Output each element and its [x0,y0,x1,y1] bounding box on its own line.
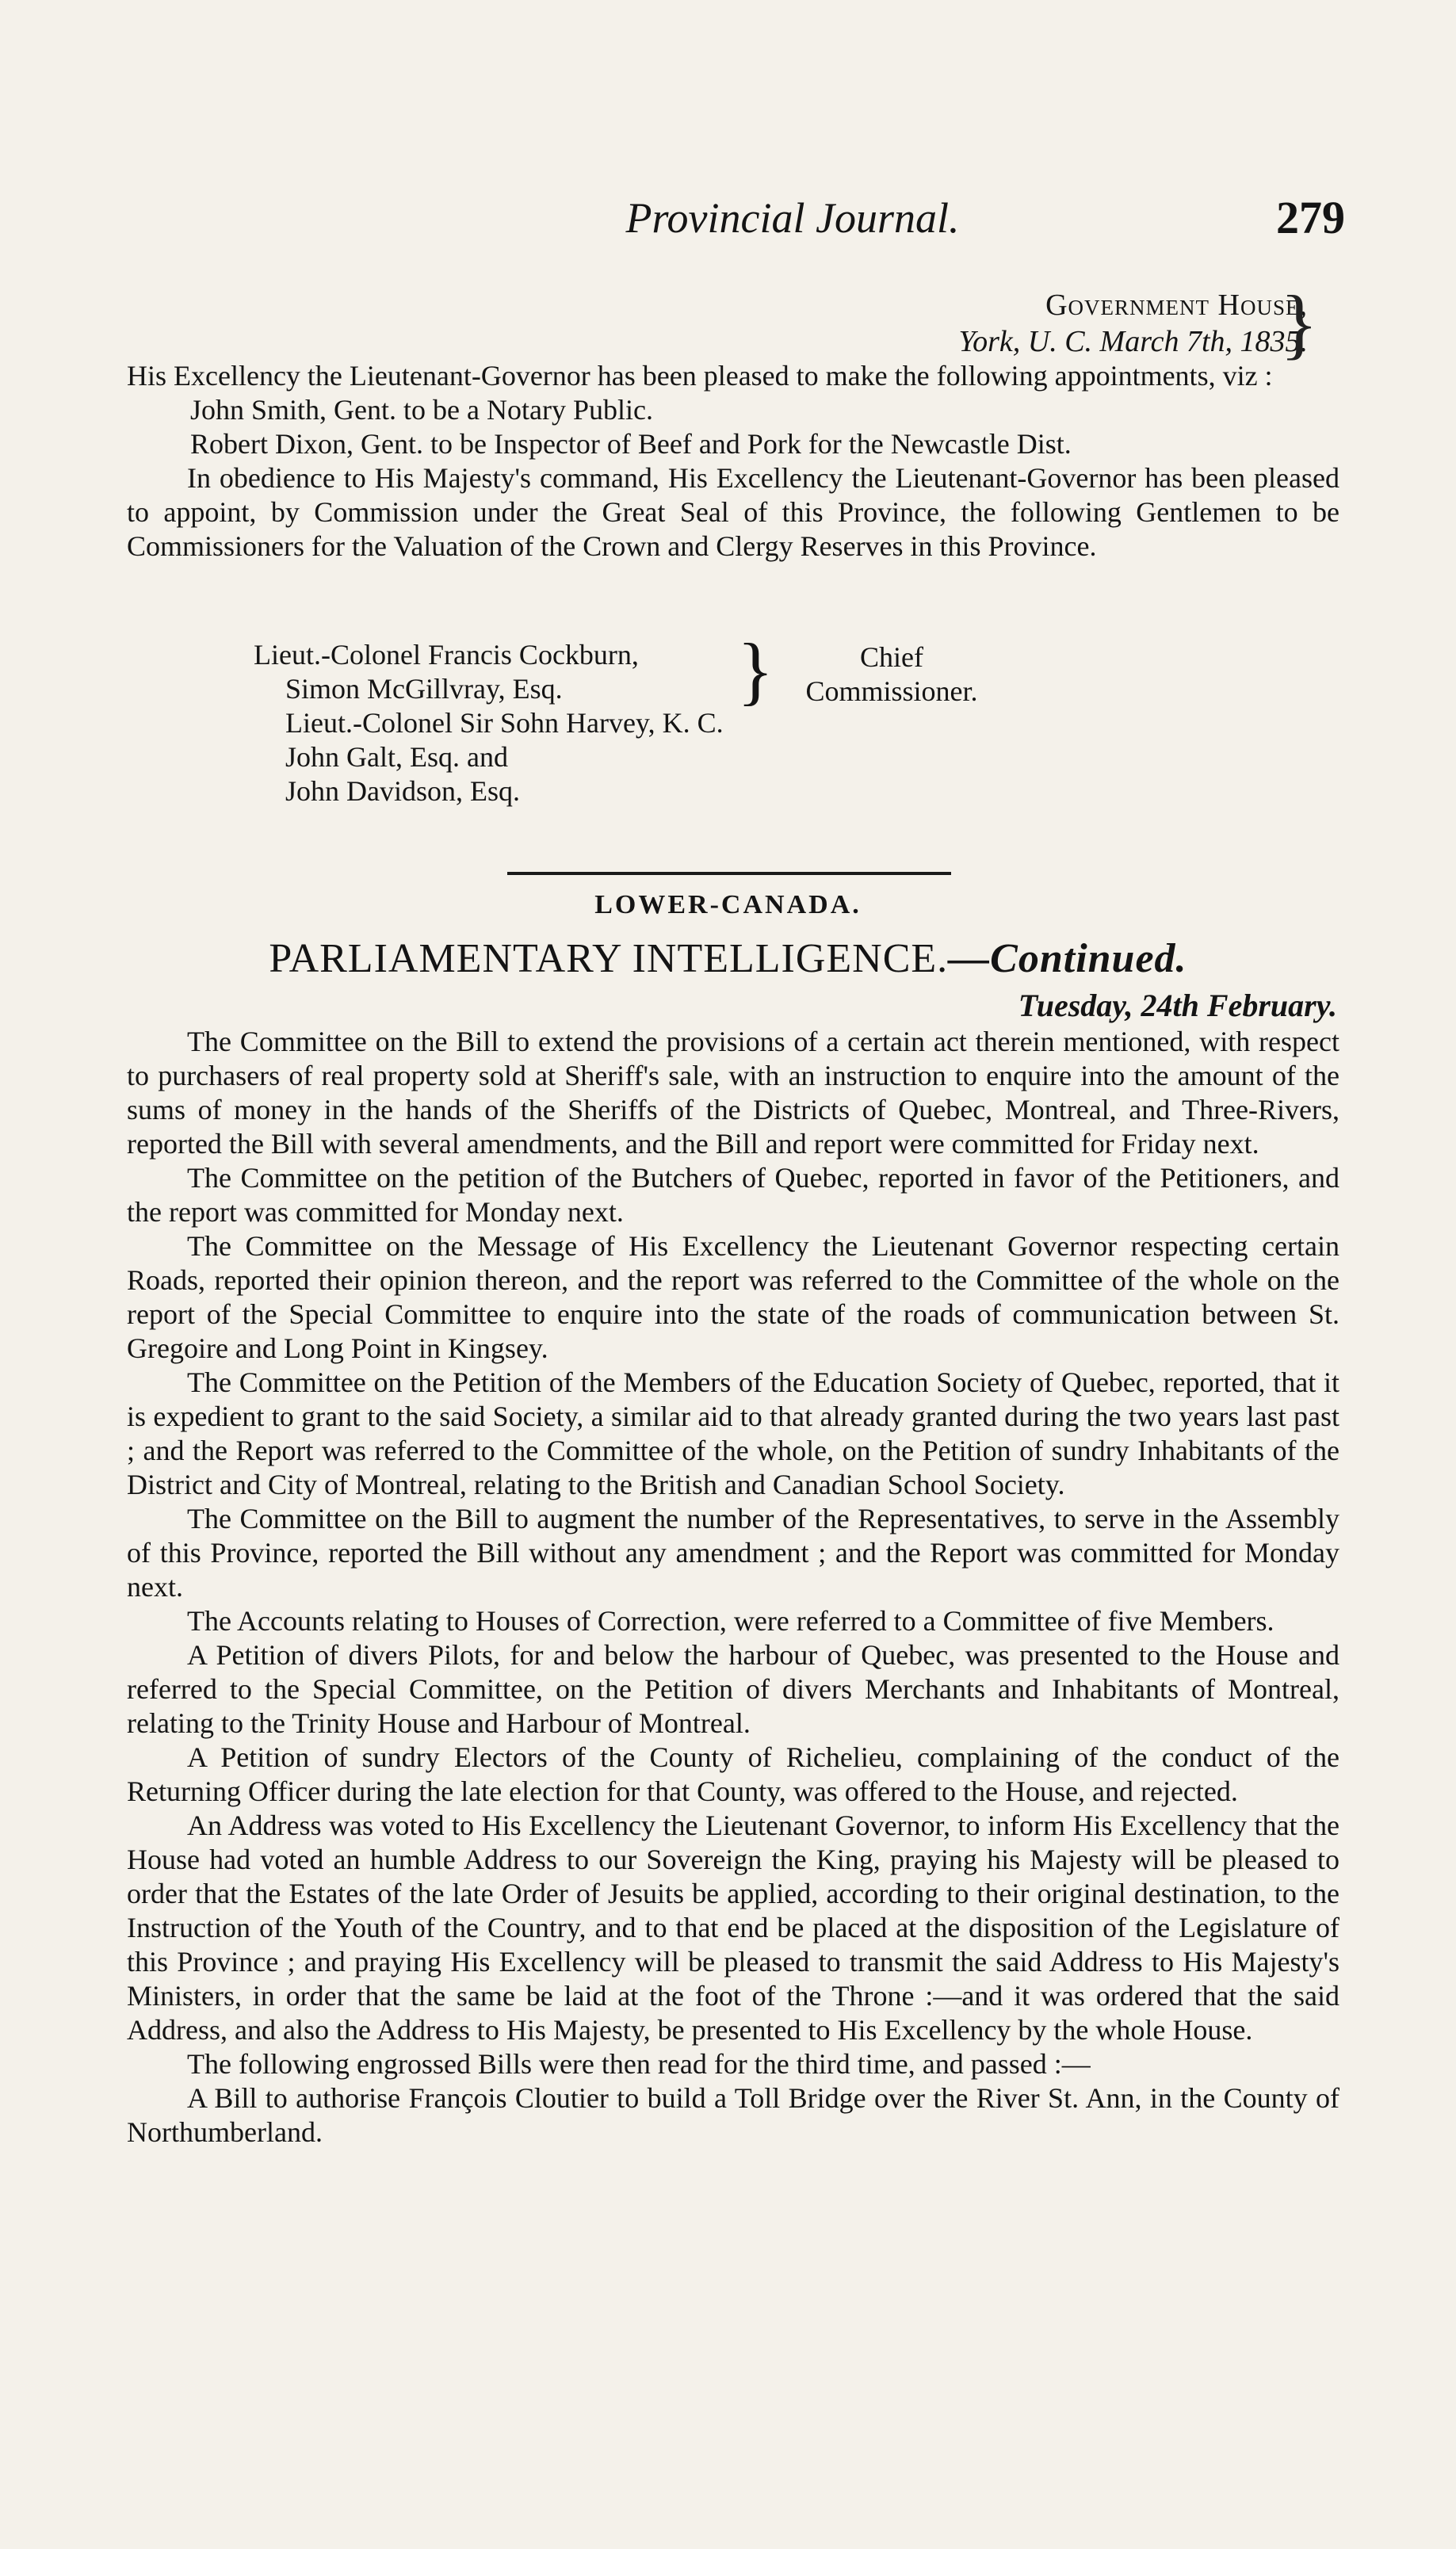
commission-paragraph: In obedience to His Majesty's command, His Excellency the Lieutenant-Governor has been pleased to appoint, by Commission under the Great Seal of this Province, the following Gentlemen to be Commissioners for the Valuation of the Crown and Clergy Reserves in this Province. [127,462,1339,562]
session-date: Tuesday, 24th February. [1018,988,1337,1023]
proceedings-paragraph: A Petition of divers Pilots, for and below the harbour of Quebec, was presented to the House and referred to the Special Committee, on the Petition of divers Merchants and Inhabitants of Montreal, relating to the Trinity House and Harbour of Montreal. [127,1639,1339,1739]
appointments-intro: His Excellency the Lieutenant-Governor has been pleased to make the following appointments, viz : [127,360,1273,392]
page-header [0,190,1456,254]
region-heading: LOWER-CANADA. [594,890,862,919]
proceedings-paragraph: The Committee on the petition of the Butchers of Quebec, reported in favor of the Petitioners, and the report was committed for Monday next. [127,1162,1339,1228]
main-heading-continued: —Continued. [948,936,1187,981]
main-heading-text: PARLIAMENTARY INTELLIGENCE. [269,936,949,981]
proceedings-paragraph: The Accounts relating to Houses of Correction, were referred to a Committee of five Members. [187,1605,1274,1637]
chief-commissioner-label [781,640,1003,709]
proceedings-paragraph: A Petition of sundry Electors of the County of Richelieu, complaining of the conduct of the Returning Officer during the late election for that County, was offered to the House, and rejected. [127,1741,1339,1807]
commissioner-name: Simon McGillvray, Esq. [285,673,563,705]
proceedings-paragraph: The Committee on the Petition of the Members of the Education Society of Quebec, reported, that it is expedient to grant to the said Society, a similar aid to that already granted during the two years last past ; and the Report was referred to the Committee of the whole, on the Petition of sundry Inhabitants of the District and City of Montreal, relating to the British and Canadian School Society. [127,1366,1339,1500]
commissioner-name: Lieut.-Colonel Sir Sohn Harvey, K. C. [285,707,724,739]
brace-mark: } [737,628,774,713]
running-title: Provincial Journal. [625,194,960,242]
government-dateline [832,287,1308,360]
proceedings-section [127,1025,1339,2150]
appointments-section [127,359,1339,564]
page-number: 279 [1276,192,1345,243]
main-heading [0,931,1456,987]
chief-label-line: Chief [860,641,923,673]
proceedings-paragraph: A Bill to authorise François Cloutier to build a Toll Bridge over the River St. Ann, in the County of Northumberland. [127,2082,1339,2148]
appointment-notary: John Smith, Gent. to be a Notary Public. [190,394,653,426]
section-divider [507,872,951,875]
appointment-inspector: Robert Dixon, Gent. to be Inspector of Beef and Pork for the Newcastle Dist. [190,428,1072,460]
proceedings-paragraph: The Committee on the Bill to extend the provisions of a certain act therein mentioned, with respect to purchasers of real property sold at Sheriff's sale, with an instruction to enquire into the amount of the sums of money in the hands of the Sheriffs of the Districts of Quebec, Montreal, and Three-Rivers, reported the Bill with several amendments, and the Bill and report were committed for Friday next. [127,1026,1339,1160]
chief-commissioner-name: Lieut.-Colonel Francis Cockburn, [254,639,639,671]
commissioner-name: John Davidson, Esq. [285,775,520,807]
proceedings-paragraph: An Address was voted to His Excellency the Lieutenant Governor, to inform His Excellency that the House had voted an humble Address to our Sovereign the King, praying his Majesty will be pleased to order that the Estates of the late Order of Jesuits be applied, according to their original destination, to the Instruction of the Youth of the Country, and to that end be placed at the disposition of the Legislature of this Province ; and praying His Excellency will be pleased to transmit the said Address to His Majesty's Ministers, in order that the same be laid at the foot of the Throne :—and it was ordered that the said Address, and also the Address to His Majesty, be presented to His Excellency by the whole House. [127,1810,1339,2046]
chief-label-line: Commissioner. [805,675,978,707]
government-place: Government House, [1045,289,1308,322]
proceedings-paragraph: The Committee on the Message of His Excellency the Lieutenant Governor respecting certain Roads, reported their opinion thereon, and the report was referred to the Committee of the whole on the report of the Special Committee to enquire into the state of the roads of communication between St. Gregoire and Long Point in Kingsey. [127,1230,1339,1364]
commissioner-name: John Galt, Esq. and [285,741,508,773]
government-date: York, U. C. March 7th, 1835. [958,325,1308,358]
proceedings-paragraph: The following engrossed Bills were then read for the third time, and passed :— [187,2048,1091,2080]
brace-mark: } [1280,279,1318,367]
proceedings-paragraph: The Committee on the Bill to augment the number of the Representatives, to serve in the Assembly of this Province, reported the Bill without any amendment ; and the Report was committed for Monday next. [127,1503,1339,1603]
